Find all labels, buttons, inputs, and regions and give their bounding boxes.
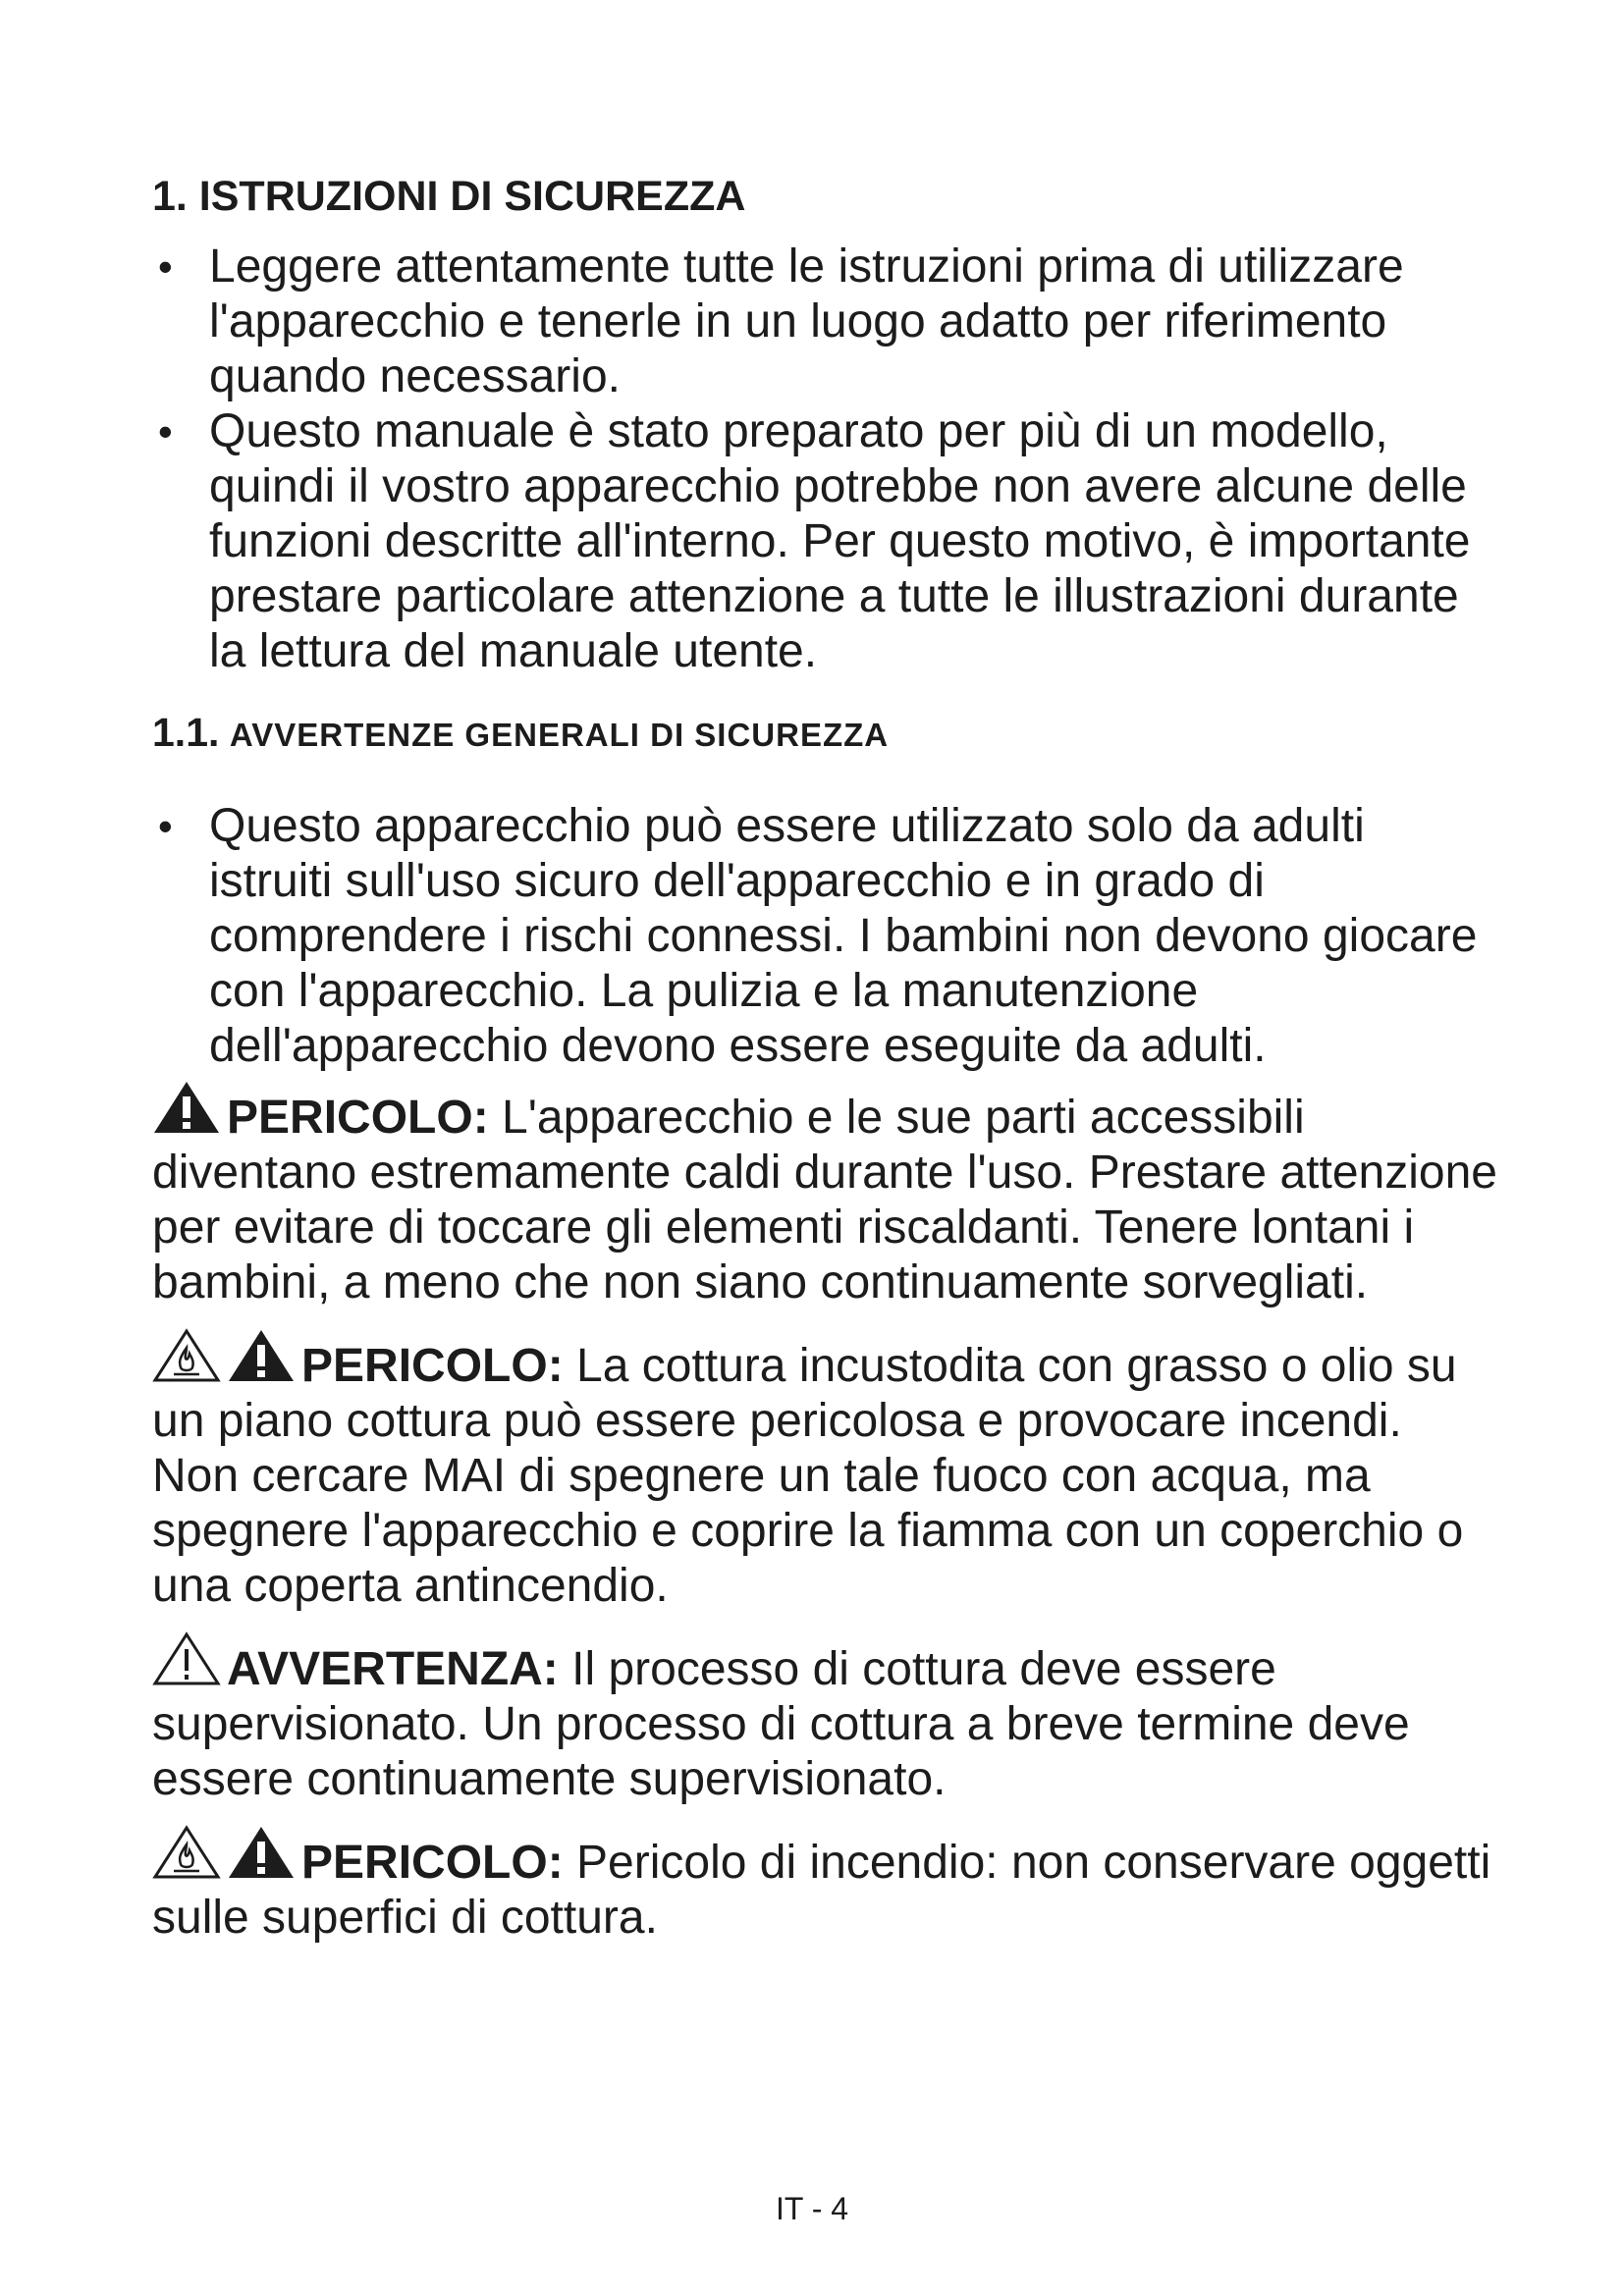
section-heading: 1. ISTRUZIONI DI SICUREZZA [152, 173, 746, 220]
danger-notice [152, 1825, 1497, 1946]
bullet-dot: • [158, 243, 173, 290]
bullet-text: Leggere attentamente tutte le istruzioni prima di utilizzare l'apparecchio e tenerle in un luogo adatto per riferimento quando necessario. [209, 240, 1404, 402]
fire-warning-icon [152, 1328, 221, 1383]
danger-filled-icon [227, 1328, 296, 1383]
notice-label: PERICOLO: [301, 1340, 564, 1392]
notice-text: L'apparecchio e le sue parti accessibili diventano estremamente caldi durante l'uso. Prestare attenzione per evitare di toccare gli elementi riscaldanti. Tenere lontani i bambini, a meno che non siano continuamente sorvegliati. [152, 1092, 1497, 1308]
list-item [152, 404, 1497, 679]
warning-outline-icon [152, 1631, 221, 1686]
notice-label: AVVERTENZA: [227, 1643, 559, 1695]
notice-text: Pericolo di incendio: non conservare oggetti sulle superfici di cottura. [152, 1837, 1491, 1944]
list-item [152, 799, 1497, 1074]
bullet-text: Questo apparecchio può essere utilizzato solo da adulti istruiti sull'uso sicuro dell'apparecchio e in grado di comprendere i rischi connessi. I bambini non devono giocare con l'apparecchio. La pulizia e la manutenzione dell'apparecchio devono essere eseguite da adulti. [209, 800, 1478, 1072]
bullet-dot: • [158, 408, 173, 454]
danger-notice [152, 1328, 1497, 1614]
list-item [152, 240, 1497, 404]
subsection-heading [152, 705, 1497, 770]
bullet-list [152, 799, 1497, 1074]
notice-text: La cottura incustodita con grasso o olio su un piano cottura può essere pericolosa e provocare incendi. Non cercare MAI di spegnere un tale fuoco con acqua, ma spegnere l'apparecchio e coprire la fiamma con un coperchio o una coperta antincendio. [152, 1340, 1464, 1612]
danger-filled-icon [152, 1080, 221, 1135]
subsection-title: AVVERTENZE GENERALI DI SICUREZZA [229, 717, 890, 753]
warning-notice [152, 1631, 1497, 1807]
page-number: IT - 4 [775, 2191, 849, 2226]
bullet-text: Questo manuale è stato preparato per più di un modello, quindi il vostro apparecchio potrebbe non avere alcune delle funzioni descritte all'interno. Per questo motivo, è importante prestare particolare attenzione a tutte le illustrazioni durante la lettura del manuale utente. [209, 405, 1471, 677]
danger-notice [152, 1080, 1497, 1310]
fire-warning-icon [152, 1825, 221, 1880]
bullet-list [152, 240, 1497, 679]
notice-label: PERICOLO: [227, 1092, 489, 1144]
subsection-number: 1.1. [152, 710, 220, 755]
notice-text: Il processo di cottura deve essere supervisionato. Un processo di cottura a breve termine deve essere continuamente supervisionato. [152, 1643, 1410, 1805]
notice-label: PERICOLO: [301, 1837, 564, 1889]
page-content [152, 167, 1497, 1963]
bullet-dot: • [158, 803, 173, 849]
danger-filled-icon [227, 1825, 296, 1880]
